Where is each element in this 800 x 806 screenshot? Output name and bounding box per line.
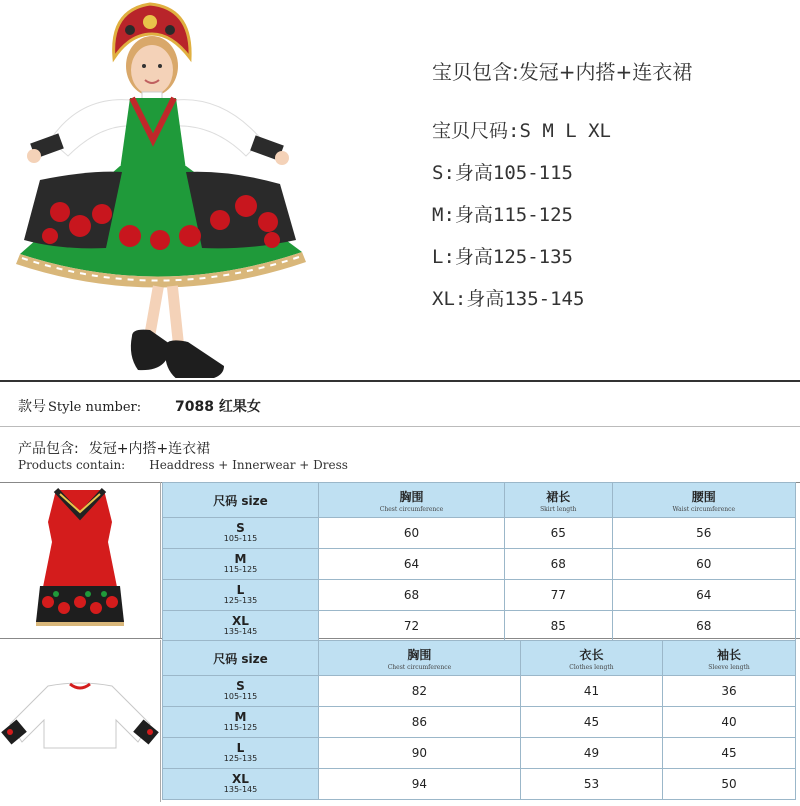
style-number-label-zh: 款号: [18, 399, 46, 415]
table-row: [163, 738, 796, 769]
table-cell: 49: [520, 738, 662, 769]
table-cell: 72: [319, 611, 505, 642]
contains-label-en: Products contain:: [18, 458, 126, 472]
size-m-height: M:身高115-125: [432, 204, 573, 226]
col-header-skirt-length-en: Skirt length: [540, 505, 577, 513]
table-row: [163, 769, 796, 800]
table-cell: 94: [319, 769, 521, 800]
col-header-chest: 胸围: [407, 647, 432, 662]
table-cell: 45: [663, 738, 796, 769]
table-header-row: [163, 641, 796, 676]
col-header-chest-en: Chest circumference: [379, 505, 444, 513]
table-cell: 50: [663, 769, 796, 800]
table-cell: 82: [319, 676, 521, 707]
table-cell: 36: [663, 676, 796, 707]
innerwear-size-table: [162, 640, 796, 800]
col-header-size: 尺码 size: [213, 651, 268, 666]
table-cell: 40: [663, 707, 796, 738]
table-cell: 56: [612, 518, 795, 549]
col-header-sleeve-length: 袖长: [717, 647, 742, 662]
col-header-sleeve-length-en: Sleeve length: [708, 663, 750, 671]
table-cell: 68: [612, 611, 795, 642]
dress-size-table: [162, 482, 796, 642]
size-spec-sheet: [0, 380, 800, 802]
available-sizes: 宝贝尺码:S M L XL: [432, 120, 611, 142]
height-range: 135-145: [223, 627, 258, 636]
style-number-row: [0, 382, 800, 427]
col-header-skirt-length: 裙长: [546, 489, 571, 504]
col-header-waist: 腰围: [691, 489, 716, 504]
size-label: L: [236, 741, 245, 755]
table-row: [163, 549, 796, 580]
table-row: [163, 707, 796, 738]
table-cell: 86: [319, 707, 521, 738]
height-range: 135-145: [223, 785, 258, 794]
table-cell: 60: [319, 518, 505, 549]
col-header-waist-en: Waist circumference: [672, 505, 736, 513]
height-range: 115-125: [223, 723, 258, 732]
table-row: [163, 580, 796, 611]
innerwear-thumbnail: [0, 640, 160, 802]
dress-size-block: [0, 482, 800, 639]
height-range: 115-125: [223, 565, 258, 574]
col-header-size: 尺码 size: [213, 493, 268, 508]
col-header-chest-en: Chest circumference: [387, 663, 452, 671]
table-cell: 64: [319, 549, 505, 580]
table-cell: 53: [520, 769, 662, 800]
contains-label-zh: 产品包含:: [18, 441, 79, 457]
table-row: [163, 676, 796, 707]
table-cell: 90: [319, 738, 521, 769]
table-cell: 60: [612, 549, 795, 580]
contains-value-en: Headdress + Innerwear + Dress: [149, 458, 348, 472]
table-row: [163, 611, 796, 642]
table-cell: 45: [520, 707, 662, 738]
size-xl-height: XL:身高135-145: [432, 288, 585, 310]
table-cell: 77: [504, 580, 612, 611]
height-range: 125-135: [223, 754, 258, 763]
height-range: 125-135: [223, 596, 258, 605]
products-contain-row: [0, 428, 800, 483]
table-cell: 85: [504, 611, 612, 642]
table-row: [163, 518, 796, 549]
col-header-clothes-length-en: Clothes length: [569, 663, 614, 671]
product-hero: [0, 0, 800, 378]
innerwear-size-block: [0, 640, 800, 802]
size-l-height: L:身高125-135: [432, 246, 573, 268]
dress-thumbnail: [0, 482, 160, 638]
height-range: 105-115: [223, 692, 258, 701]
size-label: M: [234, 552, 247, 566]
table-header-row: [163, 483, 796, 518]
table-cell: 68: [504, 549, 612, 580]
size-label: S: [236, 679, 245, 693]
size-label: XL: [232, 772, 249, 786]
package-contents: 宝贝包含:发冠+内搭+连衣裙: [432, 60, 693, 84]
size-s-height: S:身高105-115: [432, 162, 573, 184]
contains-value-zh: 发冠+内搭+连衣裙: [88, 441, 211, 457]
height-range: 105-115: [223, 534, 258, 543]
table-cell: 65: [504, 518, 612, 549]
table-cell: 41: [520, 676, 662, 707]
style-number-value: 7088 红果女: [175, 399, 261, 415]
style-number-label-en: Style number:: [48, 400, 142, 415]
model-photo: [10, 0, 310, 378]
size-label: L: [236, 583, 245, 597]
col-header-chest: 胸围: [399, 489, 424, 504]
col-header-clothes-length: 衣长: [579, 647, 604, 662]
size-label: S: [236, 521, 245, 535]
table-cell: 64: [612, 580, 795, 611]
table-cell: 68: [319, 580, 505, 611]
size-label: XL: [232, 614, 249, 628]
size-label: M: [234, 710, 247, 724]
